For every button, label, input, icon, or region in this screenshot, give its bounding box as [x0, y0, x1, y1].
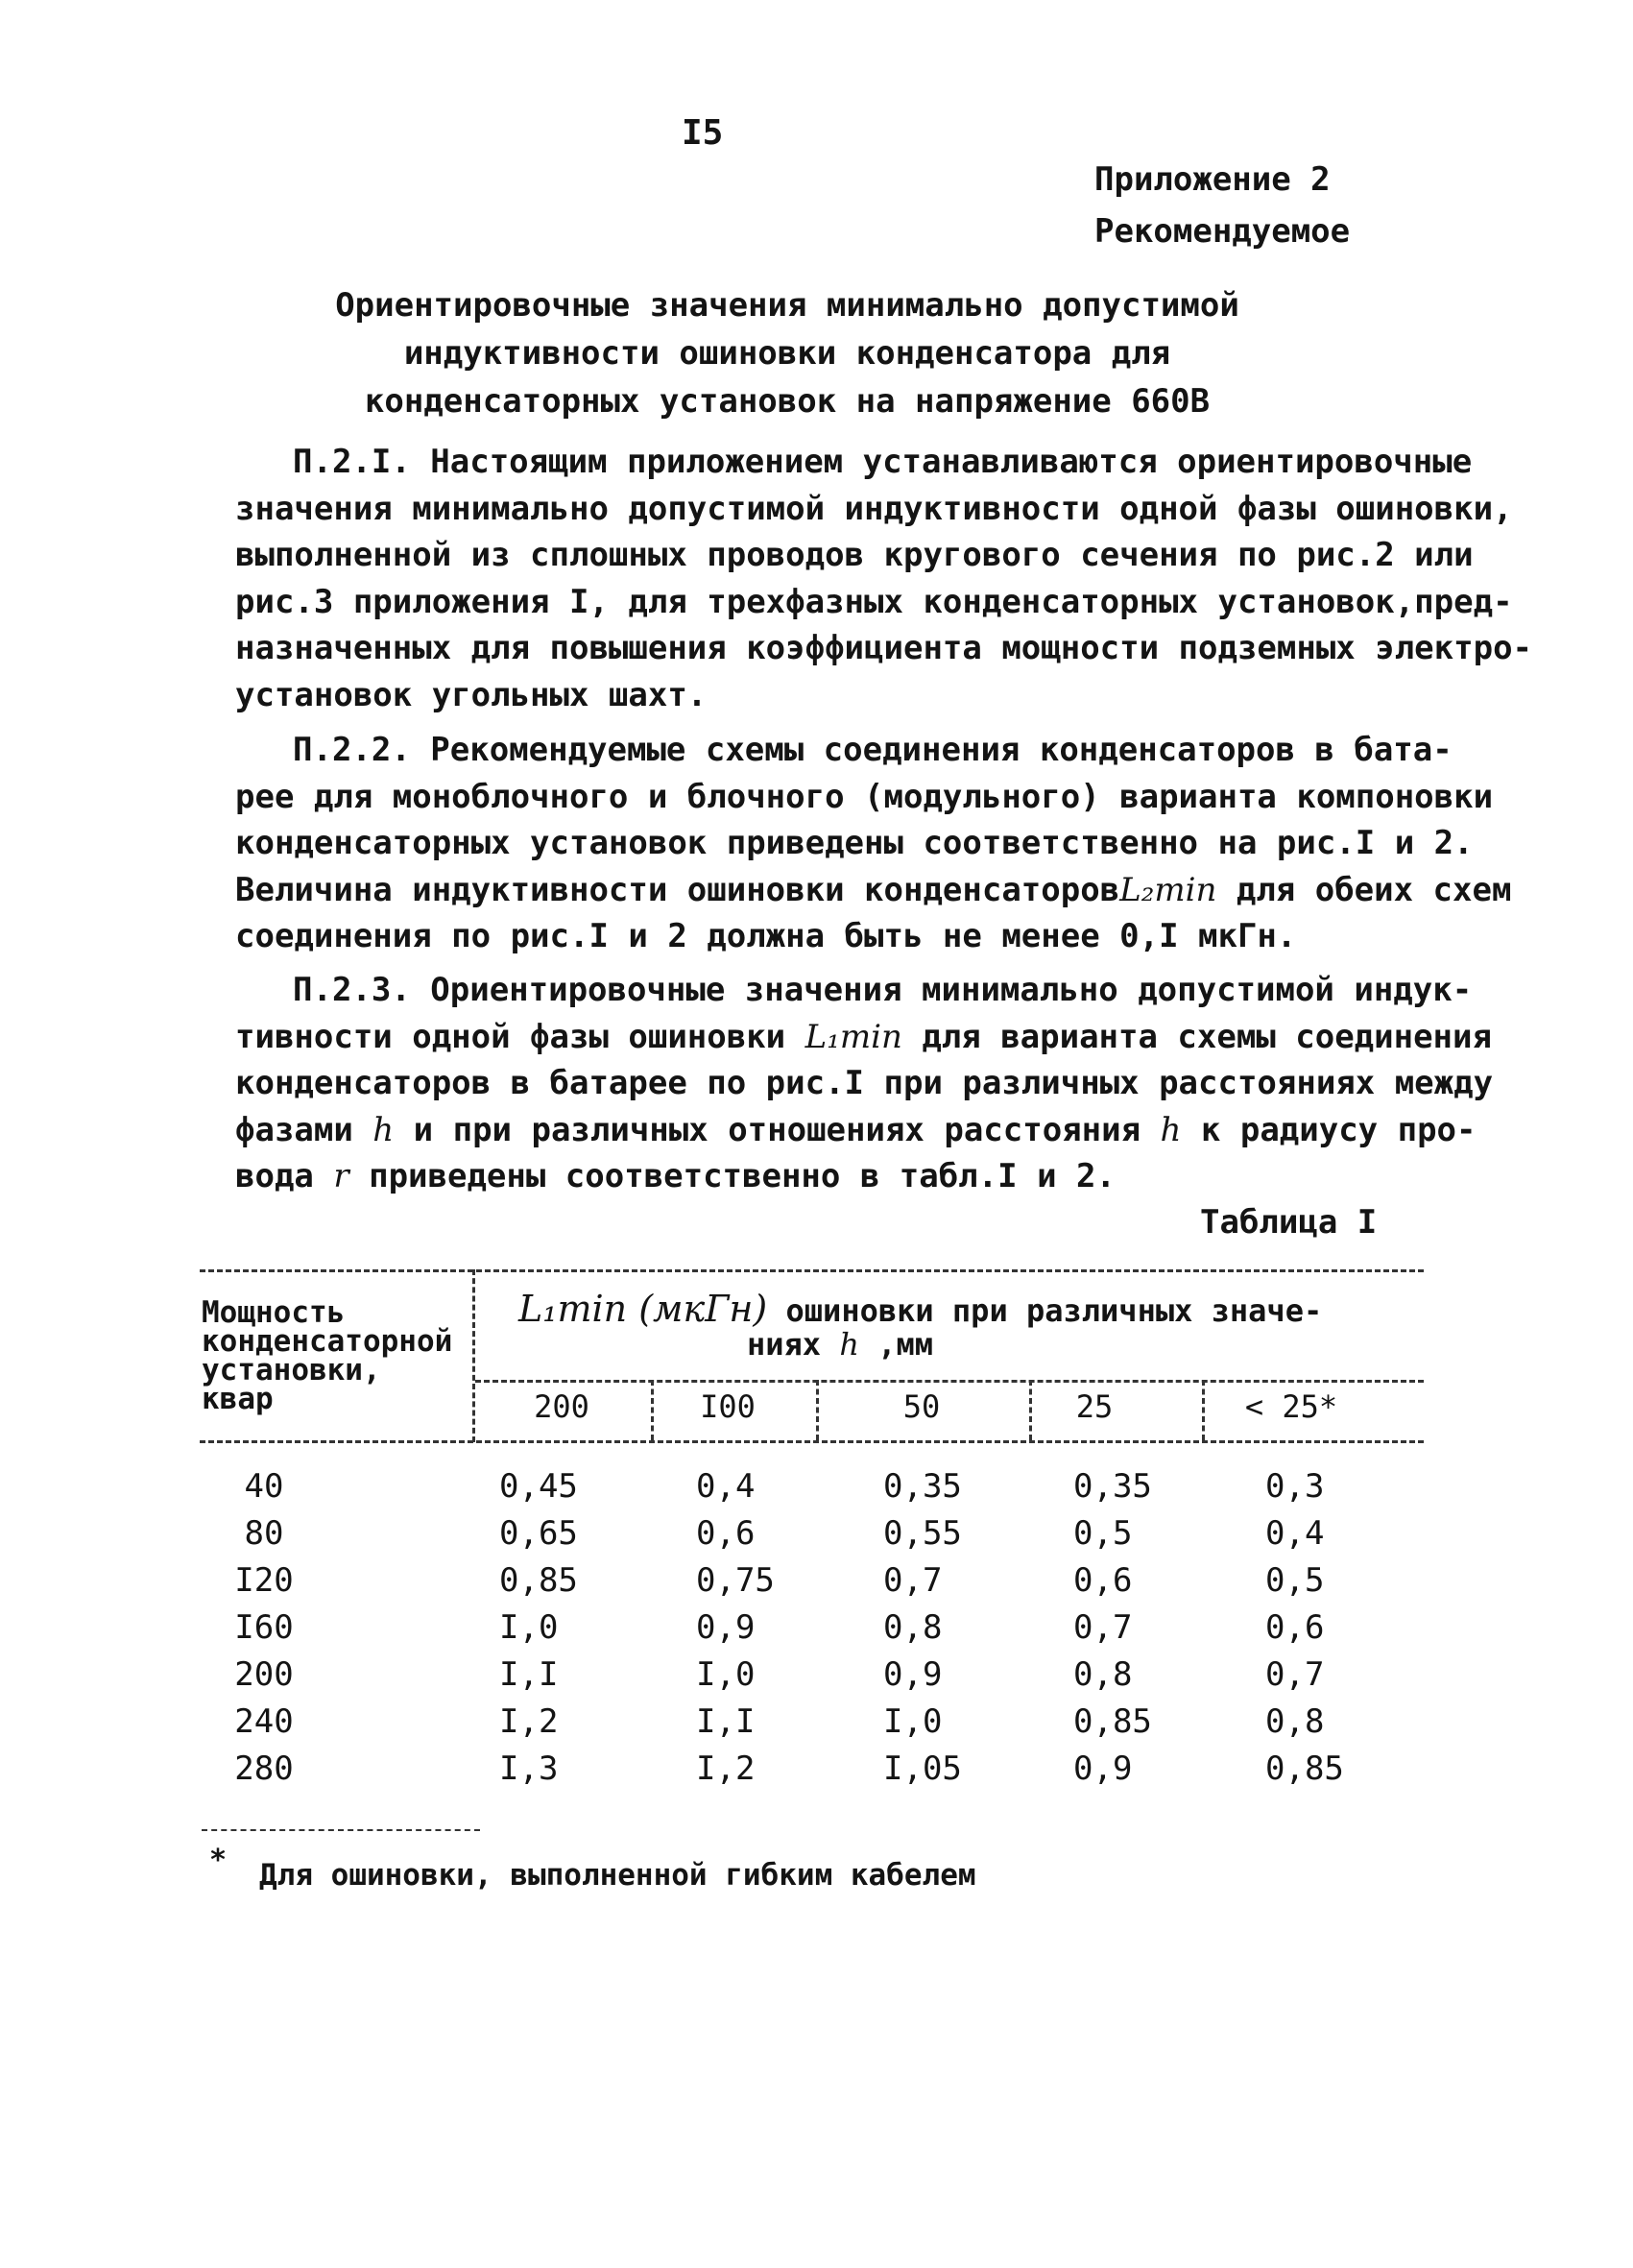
paragraph-line	[235, 867, 1512, 914]
paragraph-line: рее для моноблочного и блочного (модульного) варианта компоновки	[235, 777, 1494, 816]
table-cell-value-25: 0,9	[1073, 1749, 1133, 1788]
header-line: квар	[202, 1382, 274, 1416]
text-run: ошиновки при различных значе-	[767, 1292, 1323, 1329]
document-title	[288, 281, 1286, 425]
table-cell-power-cell: 80	[244, 1514, 284, 1553]
paragraph-line	[235, 1107, 1477, 1154]
text-run: ниях	[747, 1326, 840, 1363]
inductance-symbol: L₁min (мкГн)	[518, 1288, 768, 1330]
text-run: к радиусу про-	[1181, 1110, 1477, 1149]
text-run: приведены соответственно в табл.I и 2.	[348, 1157, 1116, 1195]
table-cell-value-25: 0,6	[1073, 1561, 1133, 1600]
table-cell-value-200: I,I	[499, 1655, 559, 1694]
table-cell-power-cell: 200	[234, 1655, 294, 1694]
subheader-100: I00	[700, 1388, 756, 1425]
distance-symbol: h	[372, 1110, 395, 1149]
text-run: ,мм	[858, 1326, 933, 1363]
distance-symbol: h	[1160, 1110, 1182, 1149]
table-cell-value-200: I,0	[499, 1608, 559, 1647]
table-row-header	[202, 1295, 453, 1416]
table-cell-value-100: I,0	[696, 1655, 756, 1694]
table-cell-value-50: 0,35	[883, 1467, 962, 1506]
distance-symbol: h	[839, 1326, 859, 1363]
table-cell-power-cell: I20	[234, 1561, 294, 1600]
text-run: и при различных отношениях расстояния	[394, 1110, 1161, 1149]
title-line: индуктивности ошиновки конденсатора для	[403, 334, 1171, 373]
table-span-header	[518, 1288, 1323, 1330]
table-cell-value-100: 0,6	[696, 1514, 756, 1553]
table-column-divider	[651, 1380, 654, 1440]
table-caption: Таблица I	[1200, 1203, 1378, 1242]
table-cell-value-100: I,I	[696, 1702, 756, 1741]
appendix-heading	[1094, 154, 1350, 257]
subheader-less-25: < 25*	[1244, 1388, 1338, 1425]
text-run: Величина индуктивности ошиновки конденсаторов	[235, 870, 1120, 909]
table-cell-value-lt25: 0,8	[1265, 1702, 1325, 1741]
paragraph-line: П.2.I. Настоящим приложением устанавливаются ориентировочные	[293, 443, 1473, 481]
paragraph-line: конденсаторных установок приведены соответственно на рис.I и 2.	[235, 824, 1474, 862]
footnote-mark: *	[209, 1844, 228, 1877]
header-line: Мощность	[202, 1295, 346, 1330]
subheader-50: 50	[902, 1388, 941, 1425]
table-cell-value-50: 0,9	[883, 1655, 943, 1694]
text-run: фазами	[235, 1110, 373, 1149]
paragraph-line: П.2.2. Рекомендуемые схемы соединения конденсаторов в бата-	[293, 731, 1453, 769]
radius-symbol: r	[333, 1157, 349, 1195]
title-line: Ориентировочные значения минимально допустимой	[335, 286, 1239, 325]
footnote-rule	[202, 1829, 480, 1831]
table-cell-value-100: I,2	[696, 1749, 756, 1788]
paragraph-2-1	[235, 439, 1533, 718]
table-cell-value-50: I,05	[883, 1749, 962, 1788]
subheader-25: 25	[1075, 1388, 1114, 1425]
paragraph-line: конденсаторов в батарее по рис.I при различных расстояниях между	[235, 1064, 1494, 1102]
table-cell-value-lt25: 0,85	[1265, 1749, 1344, 1788]
paragraph-line: значения минимально допустимой индуктивности одной фазы ошиновки,	[235, 489, 1513, 528]
header-line: установки,	[202, 1353, 381, 1387]
table-cell-value-200: I,2	[499, 1702, 559, 1741]
table-cell-value-25: 0,7	[1073, 1608, 1133, 1647]
title-line: конденсаторных установок на напряжение 660В	[364, 382, 1211, 421]
subheader-200: 200	[534, 1388, 589, 1425]
table-column-divider	[1029, 1380, 1032, 1440]
text-run: для обеих схем	[1216, 870, 1512, 909]
appendix-status: Рекомендуемое	[1094, 212, 1351, 251]
table-cell-value-100: 0,75	[696, 1561, 775, 1600]
table-cell-value-50: I,0	[883, 1702, 943, 1741]
paragraph-line: назначенных для повышения коэффициента мощности подземных электро-	[235, 629, 1533, 667]
table-cell-value-100: 0,9	[696, 1608, 756, 1647]
inductance-symbol: L₁min	[804, 1017, 902, 1056]
table-cell-power-cell: 280	[234, 1749, 294, 1788]
paragraph-2-2	[235, 727, 1512, 960]
table-cell-value-200: 0,45	[499, 1467, 578, 1506]
text-run: вода	[235, 1157, 334, 1195]
table-cell-value-lt25: 0,4	[1265, 1514, 1325, 1553]
footnote-text: Для ошиновки, выполненной гибким кабелем	[259, 1858, 976, 1893]
table-subheader-top-rule	[475, 1380, 1424, 1383]
appendix-label: Приложение 2	[1094, 160, 1331, 199]
table-cell-value-lt25: 0,6	[1265, 1608, 1325, 1647]
paragraph-line: рис.3 приложения I, для трехфазных конденсаторных установок,пред-	[235, 582, 1513, 621]
paragraph-line	[235, 1014, 1492, 1061]
table-header-bottom-rule	[200, 1440, 1424, 1443]
table-cell-power-cell: I60	[234, 1608, 294, 1647]
table-cell-power-cell: 240	[234, 1702, 294, 1741]
header-line: конденсаторной	[202, 1324, 453, 1359]
table-cell-value-25: 0,8	[1073, 1655, 1133, 1694]
table-column-divider	[472, 1269, 475, 1442]
inductance-symbol: L₂min	[1119, 870, 1217, 909]
paragraph-line: установок угольных шахт.	[235, 675, 708, 714]
table-cell-value-100: 0,4	[696, 1467, 756, 1506]
table-cell-value-lt25: 0,3	[1265, 1467, 1325, 1506]
paragraph-2-3	[235, 967, 1494, 1200]
table-cell-value-25: 0,35	[1073, 1467, 1152, 1506]
table-cell-value-50: 0,7	[883, 1561, 943, 1600]
paragraph-line	[235, 1153, 1440, 1200]
paragraph-line: соединения по рис.I и 2 должна быть не менее 0,I мкГн.	[235, 917, 1297, 955]
table-cell-value-lt25: 0,5	[1265, 1561, 1325, 1600]
table-cell-value-25: 0,5	[1073, 1514, 1133, 1553]
page-number: I5	[682, 113, 724, 153]
text-run: тивности одной фазы ошиновки	[235, 1017, 805, 1056]
table-top-rule	[200, 1269, 1424, 1272]
table-cell-value-200: I,3	[499, 1749, 559, 1788]
table-span-header-line2	[747, 1326, 933, 1363]
table-cell-value-lt25: 0,7	[1265, 1655, 1325, 1694]
paragraph-line: выполненной из сплошных проводов кругового сечения по рис.2 или	[235, 536, 1474, 574]
table-column-divider	[1202, 1380, 1205, 1440]
table-cell-value-200: 0,85	[499, 1561, 578, 1600]
table-cell-value-50: 0,55	[883, 1514, 962, 1553]
table-cell-value-25: 0,85	[1073, 1702, 1152, 1741]
paragraph-line: П.2.3. Ориентировочные значения минимально допустимой индук-	[293, 971, 1473, 1009]
table-cell-value-50: 0,8	[883, 1608, 943, 1647]
table-cell-value-200: 0,65	[499, 1514, 578, 1553]
text-run: для варианта схемы соединения	[901, 1017, 1492, 1056]
table-column-divider	[816, 1380, 819, 1440]
table-cell-power-cell: 40	[244, 1467, 284, 1506]
